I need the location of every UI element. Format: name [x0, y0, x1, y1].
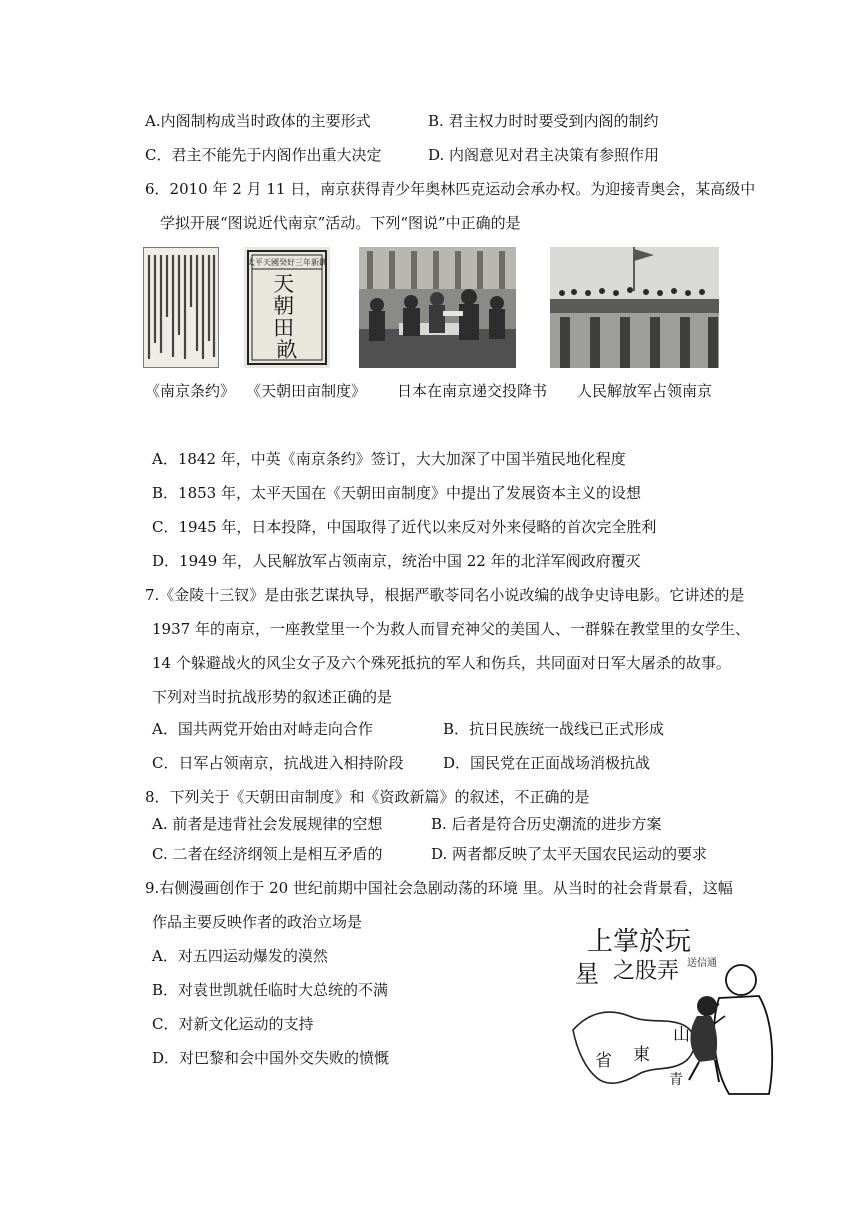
land-system-book-image	[244, 247, 330, 368]
q5-option-a: A.内阁制构成当时政体的主要形式	[145, 112, 371, 130]
caption-land-system: 《天朝田亩制度》	[246, 382, 367, 400]
q6-option-a: A．1842 年，中英《南京条约》签订，大大加深了中国半殖民地化程度	[152, 450, 626, 468]
cartoon-title-2: 之股弄	[613, 959, 680, 984]
q8-option-b: B. 后者是符合历史潮流的进步方案	[431, 815, 662, 833]
book-title-text	[273, 272, 301, 362]
q7-stem-line4: 下列对当时抗战形势的叙述正确的是	[152, 688, 393, 706]
q9-stem-line2: 作品主要反映作者的政治立场是	[152, 913, 363, 931]
cartoon-map-dong: 東	[633, 1045, 650, 1065]
book-title-4: 畝	[276, 338, 298, 362]
q5-option-b: B. 君主权力时时要受到内阁的制约	[428, 112, 659, 130]
book-header-text: 太平天國癸好三年新鐫	[247, 258, 327, 267]
q7-option-b: B．抗日民族统一战线已正式形成	[443, 720, 665, 738]
caption-japan-surrender: 日本在南京递交投降书	[397, 382, 548, 400]
q7-option-a: A．国共两党开始由对峙走向合作	[152, 720, 373, 738]
cartoon-stamp: 送信通	[687, 958, 717, 969]
book-title-3: 田	[273, 316, 295, 340]
q5-option-c: C．君主不能先于内阁作出重大决定	[145, 146, 382, 164]
q8-option-a: A. 前者是违背社会发展规律的空想	[152, 815, 383, 833]
q6-option-b: B．1853 年，太平天国在《天朝田亩制度》中提出了发展资本主义的设想	[152, 484, 641, 502]
q5-option-d: D. 内阁意见对君主决策有参照作用	[428, 146, 660, 164]
q9-stem-line1: 9.右侧漫画创作于 20 世纪前期中国社会急剧动荡的环境 里。从当时的社会背景看，这幅	[145, 879, 733, 897]
q7-option-d: D．国民党在正面战场消极抗战	[443, 754, 651, 772]
q7-stem-line2: 1937 年的南京，一座教堂里一个为救人而冒充神父的美国人、一群躲在教堂里的女学生、	[152, 620, 750, 638]
q9-option-a: A．对五四运动爆发的漠然	[152, 947, 328, 965]
japan-surrender-photo	[359, 247, 516, 368]
q6-stem-line1: 6．2010 年 2 月 11 日，南京获得青少年奥林匹克运动会承办权。为迎接青奥会，某高级中	[145, 180, 756, 198]
book-title-1: 天	[273, 272, 295, 296]
q8-option-d: D. 两者都反映了太平天国农民运动的要求	[431, 845, 708, 863]
cartoon-map-sheng: 省	[595, 1051, 612, 1071]
q9-option-c: C．对新文化运动的支持	[152, 1015, 314, 1033]
caption-treaty-nanjing: 《南京条约》	[145, 382, 236, 400]
q7-stem-line3: 14 个躲避战火的风尘女子及六个殊死抵抗的军人和伤兵，共同面对日军大屠杀的故事。	[152, 654, 731, 672]
cartoon-title: 上掌於玩	[587, 927, 692, 957]
caption-pla-nanjing: 人民解放军占领南京	[577, 382, 713, 400]
q6-option-d: D．1949 年，人民解放军占领南京，统治中国 22 年的北洋军阀政府覆灭	[152, 552, 641, 570]
cartoon-map-shan: 山	[673, 1025, 690, 1045]
book-title-2: 朝	[273, 294, 295, 318]
political-cartoon-image	[569, 920, 779, 1098]
q7-stem-line1: 7.《金陵十三钗》是由张艺谋执导，根据严歌苓同名小说改编的战争史诗电影。它讲述的是	[145, 586, 745, 604]
q8-stem: 8．下列关于《天朝田亩制度》和《资政新篇》的叙述，不正确的是	[145, 788, 590, 806]
treaty-of-nanjing-image	[143, 247, 219, 368]
cartoon-map-qing: 青	[669, 1072, 683, 1088]
q6-stem-line2: 学拟开展“图说近代南京”活动。下列“图说”中正确的是	[160, 214, 521, 232]
pla-occupy-nanjing-photo	[550, 247, 719, 368]
q8-option-c: C. 二者在经济纲领上是相互矛盾的	[152, 845, 383, 863]
q9-option-d: D．对巴黎和会中国外交失败的愤慨	[152, 1049, 390, 1067]
q7-option-c: C．日军占领南京，抗战进入相持阶段	[152, 754, 404, 772]
cartoon-char-left: 星	[575, 960, 599, 988]
q6-option-c: C．1945 年，日本投降，中国取得了近代以来反对外来侵略的首次完全胜利	[152, 518, 657, 536]
q9-option-b: B．对袁世凯就任临时大总统的不满	[152, 981, 389, 999]
